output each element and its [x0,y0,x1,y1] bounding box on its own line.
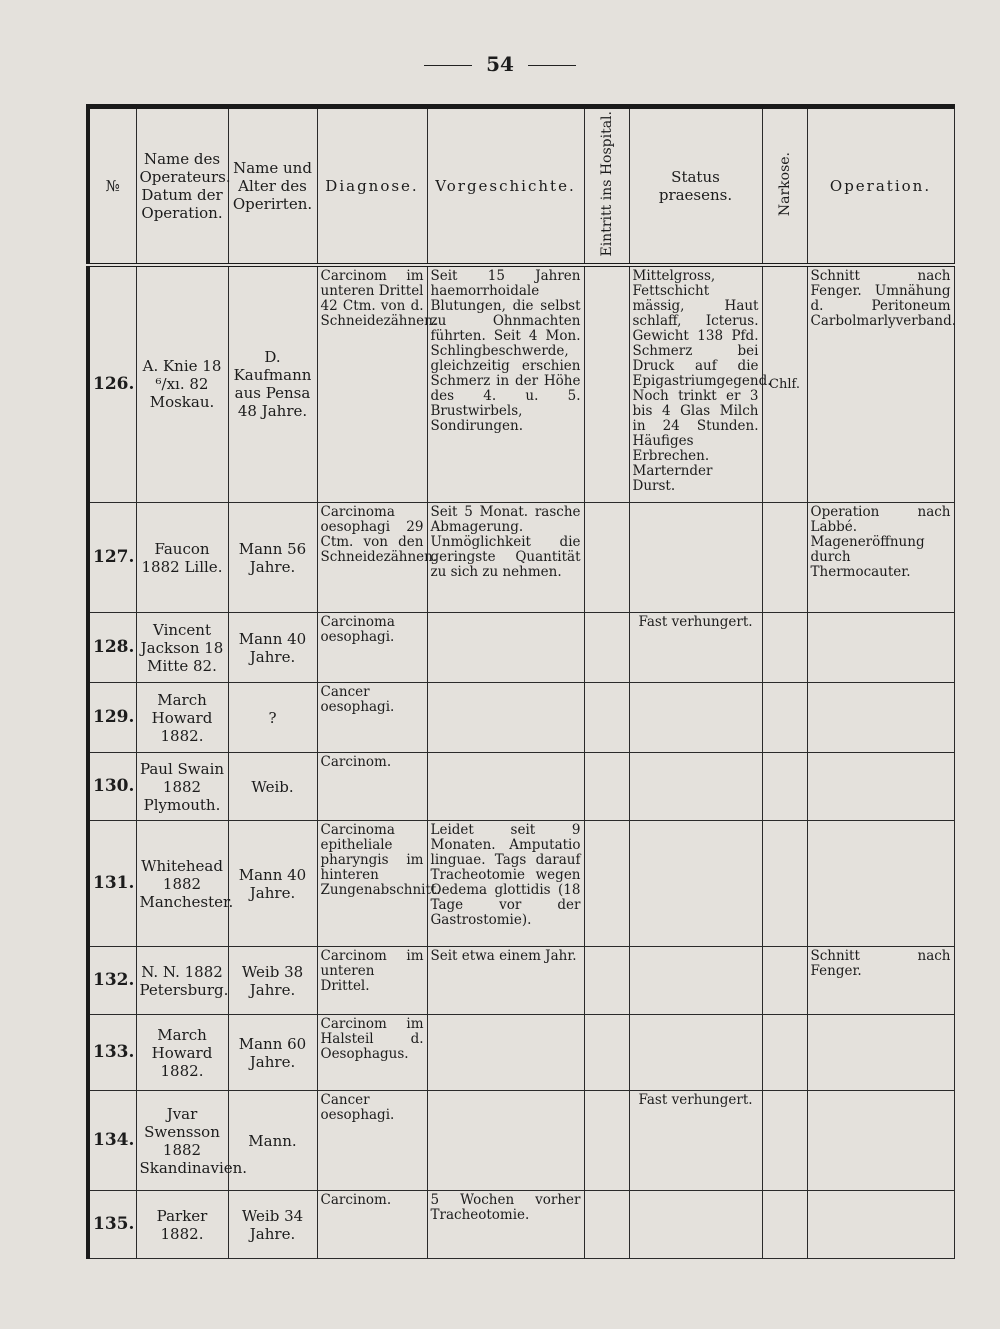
patient-cell: Weib 38 Jahre. [228,947,317,1015]
case-row [88,683,954,753]
hospital-entry-cell [584,683,629,753]
case-row [88,503,954,613]
narcosis-cell [762,613,807,683]
status-cell: Fast verhungert. [629,613,762,683]
patient-cell: Mann 40 Jahre. [228,821,317,947]
case-row [88,613,954,683]
hospital-entry-cell [584,1191,629,1259]
case-number: 129. [88,683,136,753]
operator-cell: March Howard 1882. [136,683,228,753]
case-row [88,753,954,821]
patient-cell: Weib. [228,753,317,821]
case-ledger-table [86,104,955,1259]
page-number [0,52,1000,76]
operator-cell: Jvar Swensson 1882 Skandinavien. [136,1091,228,1191]
narcosis-cell [762,1191,807,1259]
hospital-entry-cell [584,1015,629,1091]
operator-cell: Vincent Jackson 18 Mitte 82. [136,613,228,683]
case-number: 132. [88,947,136,1015]
narcosis-cell [762,947,807,1015]
patient-cell: Mann 60 Jahre. [228,1015,317,1091]
narcosis-cell [762,503,807,613]
diagnosis-cell: Cancer oesophagi. [317,683,427,753]
hospital-entry-cell [584,947,629,1015]
operator-cell: Faucon 1882 Lille. [136,503,228,613]
status-cell [629,683,762,753]
status-cell [629,947,762,1015]
operation-cell [807,1091,954,1191]
case-row [88,1191,954,1259]
patient-cell: Mann 40 Jahre. [228,613,317,683]
operator-cell: Paul Swain 1882 Plymouth. [136,753,228,821]
page-number-text: 54 [486,52,514,76]
header-hospital [584,107,629,265]
narcosis-cell [762,683,807,753]
history-cell: Seit 5 Monat. rasche Abmagerung. Unmöglichkeit die geringste Quantität zu sich zu nehmen. [427,503,584,613]
case-row [88,947,954,1015]
header-narcosis [762,107,807,265]
narcosis-cell [762,821,807,947]
narcosis-cell [762,1015,807,1091]
operation-cell: Operation nach Labbé. Mageneröffnung durch Thermocauter. [807,503,954,613]
history-cell: Seit etwa einem Jahr. [427,947,584,1015]
header-narcosis-text: Narkose. [776,151,793,216]
page-number-rule-left [424,65,472,66]
diagnosis-cell: Carcinom. [317,753,427,821]
case-number: 130. [88,753,136,821]
header-history: Vorgeschichte. [427,107,584,265]
patient-cell: Weib 34 Jahre. [228,1191,317,1259]
operation-cell [807,683,954,753]
case-number: 133. [88,1015,136,1091]
status-cell [629,1015,762,1091]
status-cell: Mittelgross, Fettschicht mässig, Haut schlaff, Icterus. Gewicht 138 Pfd. Schmerz bei Druck auf die Epigastriumgegend. Noch trinkt er 3 bis 4 Glas Milch in 24 Stunden. Häufiges Erbrechen. Marternder Durst. [629,265,762,503]
diagnosis-cell: Carcinoma epitheliale pharyngis im hinteren Zungenabschnitt. [317,821,427,947]
hospital-entry-cell [584,1091,629,1191]
operator-cell: Whitehead 1882 Manchester. [136,821,228,947]
header-no: № [88,107,136,265]
header-hospital-text: Eintritt ins Hospital. [598,111,615,257]
operation-cell [807,1191,954,1259]
operation-cell [807,821,954,947]
patient-cell: ? [228,683,317,753]
diagnosis-cell: Carcinom im unteren Drittel. [317,947,427,1015]
case-row [88,821,954,947]
header-status: Status praesens. [629,107,762,265]
case-row [88,1015,954,1091]
patient-cell: D. Kaufmann aus Pensa 48 Jahre. [228,265,317,503]
diagnosis-cell: Cancer oesophagi. [317,1091,427,1191]
header-operation: Operation. [807,107,954,265]
case-number: 127. [88,503,136,613]
history-cell [427,683,584,753]
operation-cell [807,1015,954,1091]
diagnosis-cell: Carcinom im Halsteil d. Oesophagus. [317,1015,427,1091]
case-number: 131. [88,821,136,947]
operator-cell: A. Knie 18 ⁶/xı. 82 Moskau. [136,265,228,503]
patient-cell: Mann 56 Jahre. [228,503,317,613]
diagnosis-cell: Carcinoma oesophagi 29 Ctm. von den Schneidezähnen. [317,503,427,613]
diagnosis-cell: Carcinoma oesophagi. [317,613,427,683]
operator-cell: March Howard 1882. [136,1015,228,1091]
case-number: 126. [88,265,136,503]
hospital-entry-cell [584,503,629,613]
hospital-entry-cell [584,753,629,821]
hospital-entry-cell [584,265,629,503]
header-patient: Name und Alter des Operirten. [228,107,317,265]
operation-cell: Schnitt nach Fenger. Umnähung d. Peritoneum Carbolmarlyverband. [807,265,954,503]
diagnosis-cell: Carcinom im unteren Drittel 42 Ctm. von d. Schneidezähnen. [317,265,427,503]
header-row [88,107,954,265]
operator-cell: N. N. 1882 Petersburg. [136,947,228,1015]
status-cell [629,503,762,613]
header-diagnosis: Diagnose. [317,107,427,265]
operation-cell [807,613,954,683]
history-cell [427,613,584,683]
narcosis-cell [762,1091,807,1191]
operation-cell [807,753,954,821]
status-cell [629,1191,762,1259]
case-row [88,1091,954,1191]
hospital-entry-cell [584,821,629,947]
operator-cell: Parker 1882. [136,1191,228,1259]
patient-cell: Mann. [228,1091,317,1191]
status-cell [629,753,762,821]
operation-cell: Schnitt nach Fenger. [807,947,954,1015]
narcosis-cell [762,753,807,821]
case-row [88,265,954,503]
hospital-entry-cell [584,613,629,683]
history-cell: Seit 15 Jahren haemorrhoidale Blutungen, die selbst zu Ohnmachten führten. Seit 4 Mon. Schlingbeschwerde, gleichzeitig erschien Schmerz in der Höhe des 4. u. 5. Brustwirbels, Sondirungen. [427,265,584,503]
history-cell [427,753,584,821]
header-operator: Name des Operateurs. Datum der Operation. [136,107,228,265]
case-number: 135. [88,1191,136,1259]
history-cell: Leidet seit 9 Monaten. Amputatio linguae. Tags darauf Tracheotomie wegen Oedema glottidis (18 Tage vor der Gastrostomie). [427,821,584,947]
history-cell [427,1091,584,1191]
status-cell: Fast verhungert. [629,1091,762,1191]
diagnosis-cell: Carcinom. [317,1191,427,1259]
status-cell [629,821,762,947]
case-number: 134. [88,1091,136,1191]
page-number-rule-right [528,65,576,66]
history-cell [427,1015,584,1091]
case-number: 128. [88,613,136,683]
history-cell: 5 Wochen vorher Tracheotomie. [427,1191,584,1259]
narcosis-cell: Chlf. [762,265,807,503]
